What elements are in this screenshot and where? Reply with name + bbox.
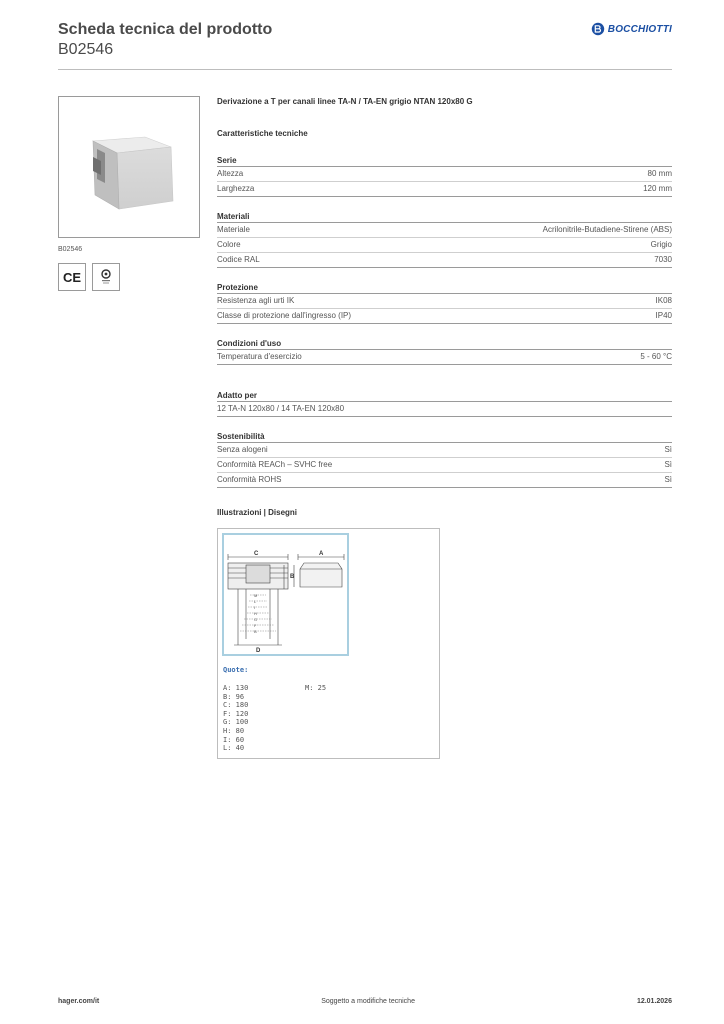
svg-text:G: G — [254, 617, 258, 622]
section-title: Materiali — [217, 210, 672, 223]
footer-date: 12.01.2026 — [636, 998, 672, 1005]
spec-section-condizioni — [217, 337, 672, 365]
section-title: Adatto per — [217, 389, 672, 402]
spec-section-adatto — [217, 389, 672, 417]
brand-name: BOCCHIOTTI — [607, 23, 672, 35]
brand-logo — [591, 22, 672, 36]
svg-text:M: M — [254, 593, 258, 598]
spec-row: Materiale Acrilonitrile-Butadiene-Stirene (ABS) — [217, 223, 672, 238]
dimensions-title: Quote: — [223, 666, 249, 674]
spec-row: Classe di protezione dall'ingresso (IP) IP40 — [217, 309, 672, 324]
spec-row: Temperatura d'esercizio 5 - 60 °C — [217, 350, 672, 365]
svg-text:F: F — [254, 623, 257, 628]
spec-row: Altezza 80 mm — [217, 167, 672, 182]
svg-text:A: A — [319, 551, 324, 557]
dimensions-list: A: 130 B: 96 C: 180 F: 120 G: 100 H: 80 I: 60 L: 40 — [223, 684, 249, 753]
product-photo — [59, 97, 199, 237]
spec-section-materiali — [217, 210, 672, 268]
spec-row: Conformità REACh – SVHC free Sì — [217, 458, 672, 473]
imq-mark-icon — [92, 263, 120, 291]
svg-text:B: B — [254, 629, 257, 634]
footer-website: hager.com/it — [58, 998, 100, 1005]
spec-row: 12 TA-N 120x80 / 14 TA-EN 120x80 — [217, 402, 672, 417]
svg-text:C: C — [254, 551, 259, 557]
section-title: Protezione — [217, 281, 672, 294]
image-caption: B02546 — [58, 246, 83, 253]
illustration-panel — [217, 528, 440, 759]
spec-row: Codice RAL 7030 — [217, 253, 672, 268]
svg-text:I: I — [254, 605, 256, 610]
spec-section-serie — [217, 154, 672, 197]
spec-row: Larghezza 120 mm — [217, 182, 672, 197]
bocchiotti-logo-icon — [591, 22, 605, 36]
technical-drawing — [222, 533, 349, 656]
product-title: Derivazione a T per canali linee TA-N / TA-EN grigio NTAN 120x80 G — [217, 97, 473, 106]
spec-row: Colore Grigio — [217, 238, 672, 253]
svg-text:B: B — [290, 574, 295, 580]
svg-text:D: D — [256, 648, 261, 654]
product-image — [58, 96, 200, 238]
spec-row: Senza alogeni Sì — [217, 443, 672, 458]
spec-row: Conformità ROHS Sì — [217, 473, 672, 488]
svg-text:L: L — [254, 599, 257, 604]
left-column — [58, 96, 200, 291]
page-footer — [58, 998, 672, 1005]
spec-section-protezione — [217, 281, 672, 324]
section-title: Serie — [217, 154, 672, 167]
dimensions-list-extra: M: 25 — [305, 684, 327, 692]
spec-section-sostenibilita — [217, 430, 672, 488]
page-header — [58, 20, 672, 70]
footer-note: Soggetto a modifiche tecniche — [321, 998, 415, 1005]
section-title: Condizioni d'uso — [217, 337, 672, 350]
spec-row: Resistenza agli urti IK IK08 — [217, 294, 672, 309]
illustrations-heading: Illustrazioni | Disegni — [217, 508, 298, 517]
ce-mark-icon: CE — [58, 263, 86, 291]
page-title: Scheda tecnica del prodotto — [58, 21, 273, 38]
product-code-heading: B02546 — [58, 41, 114, 58]
spec-column — [217, 97, 672, 759]
section-title: Sostenibilità — [217, 430, 672, 443]
svg-text:H: H — [254, 611, 257, 616]
characteristics-heading: Caratteristiche tecniche — [217, 129, 308, 138]
certifications — [58, 263, 200, 291]
